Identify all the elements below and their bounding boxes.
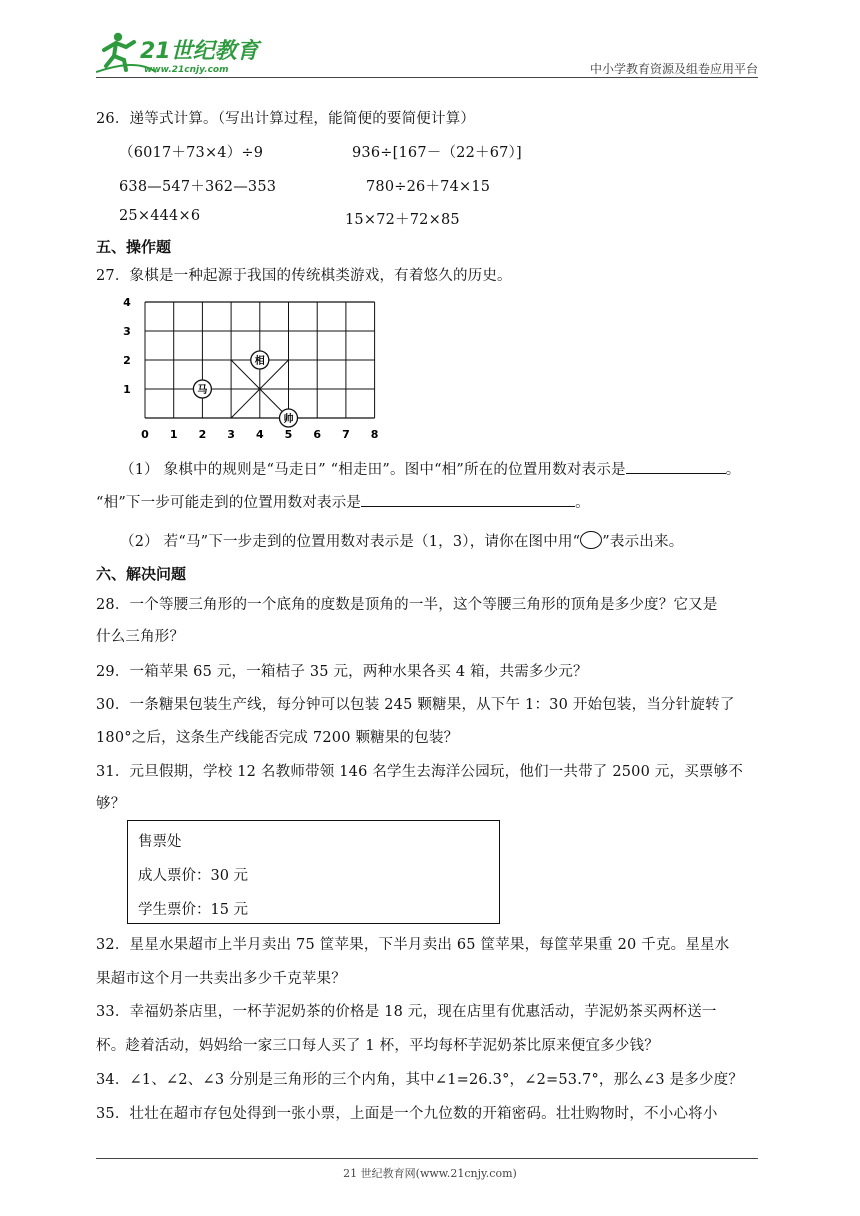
footer-divider [96,1158,758,1159]
q26-title: 26．递等式计算。（写出计算过程，能简便的要简便计算） [96,111,476,127]
logo [96,28,266,76]
q35: 35．壮壮在超市存包处得到一张小票，上面是一个九位数的开箱密码。壮壮购物时，不小心将小 [96,1106,718,1122]
circle-symbol-icon [580,531,602,549]
section-title-5: 五、操作题 [96,238,172,256]
ticket-title: 售票处 [138,834,182,850]
svg-text:21世纪教育: 21世纪教育 [140,39,259,64]
q26-expr-6: 15×72＋72×85 [345,212,460,228]
footer-text: 21 世纪教育网(www.21cnjy.com) [343,1167,517,1180]
chess-piece-label: 马 [197,385,208,396]
q27-part2 [120,530,683,551]
chess-piece-label: 帅 [283,414,294,425]
q26-expr-2: 936÷[167－（22＋67）] [352,145,522,161]
page-header [96,28,758,78]
y-tick-label: 1 [123,383,131,396]
answer-blank-2[interactable] [361,492,575,507]
q30-line-2: 180°之后，这条生产线能否完成 7200 颗糖果的包装？ [96,730,459,746]
x-tick-label: 5 [284,428,293,441]
q29: 29．一箱苹果 65 元，一箱桔子 35 元，两种水果各买 4 箱，共需多少元？ [96,664,588,680]
q32-line-1: 32．星星水果超市上半月卖出 75 筐苹果，下半月卖出 65 筐苹果，每筐苹果重 20 千克。星星水 [96,937,730,953]
q27-part1-end: 。 [725,462,741,478]
answer-blank-1[interactable] [626,459,726,474]
q27-part2-end: ”表示出来。 [602,534,684,550]
q27-part1-cont [96,491,590,512]
header-divider [96,77,758,78]
x-tick-label: 8 [370,428,379,441]
x-tick-label: 7 [342,428,350,441]
x-tick-label: 4 [255,428,264,441]
ticket-office-box [127,820,500,924]
q26-expr-3: 638—547＋362—353 [119,179,277,195]
q26-expr-4: 780÷26＋74×15 [366,179,491,195]
x-tick-label: 2 [198,428,207,441]
svg-text:www.21cnjy.com: www.21cnjy.com [144,65,229,75]
q27-part1 [120,458,740,479]
y-tick-label: 2 [123,354,131,367]
chess-piece-label: 相 [254,356,265,367]
y-tick-label: 4 [123,296,131,309]
q27-part1-cont-end: 。 [575,495,590,511]
q31-line-1: 31．元旦假期，学校 12 名教师带领 146 名学生去海洋公园玩，他们一共带了 2500 元，买票够不 [96,764,744,780]
chess-grid-chart [116,292,386,448]
q27-part1-text: （1） 象棋中的规则是“马走日” “相走田”。图中“相”所在的位置用数对表示是 [120,462,626,478]
q28-line-1: 28．一个等腰三角形的一个底角的度数是顶角的一半，这个等腰三角形的顶角是多少度？它又是 [96,597,718,613]
q31-line-2: 够？ [96,796,126,812]
q27-part2-text: （2） 若“马”下一步走到的位置用数对表示是（1，3），请你在图中用“ [120,534,581,550]
x-tick-label: 3 [227,428,235,441]
q33-line-2: 杯。趁着活动，妈妈给一家三口每人买了 1 杯，平均每杯芋泥奶茶比原来便宜多少钱？ [96,1038,659,1054]
x-tick-label: 1 [169,428,178,441]
q26-expr-5: 25×444×6 [119,208,201,224]
q28-line-2: 什么三角形？ [96,629,185,645]
section-title-6: 六、解决问题 [96,565,187,583]
q27-title: 27．象棋是一种起源于我国的传统棋类游戏，有着悠久的历史。 [96,268,512,284]
q33-line-1: 33．幸福奶茶店里，一杯芋泥奶茶的价格是 18 元，现在店里有优惠活动，芋泥奶茶买两杯送一 [96,1004,717,1020]
q32-line-2: 果超市这个月一共卖出多少千克苹果？ [96,971,346,987]
y-tick-label: 3 [123,325,131,338]
x-tick-label: 0 [141,428,149,441]
q30-line-1: 30．一条糖果包装生产线，每分钟可以包装 245 颗糖果，从下午 1：30 开始包装，当分针旋转了 [96,697,735,713]
platform-name: 中小学教育资源及组卷应用平台 [589,62,758,76]
q27-part1-cont-text: “相”下一步可能走到的位置用数对表示是 [96,495,362,511]
q34: 34．∠1、∠2、∠3 分别是三角形的三个内角，其中∠1=26.3°，∠2=53.7°，那么∠3 是多少度？ [96,1072,744,1088]
q26-expr-1: （6017＋73×4）÷9 [119,145,264,161]
student-price: 学生票价：15 元 [138,902,249,918]
adult-price: 成人票价：30 元 [138,868,249,884]
x-tick-label: 6 [313,428,322,441]
